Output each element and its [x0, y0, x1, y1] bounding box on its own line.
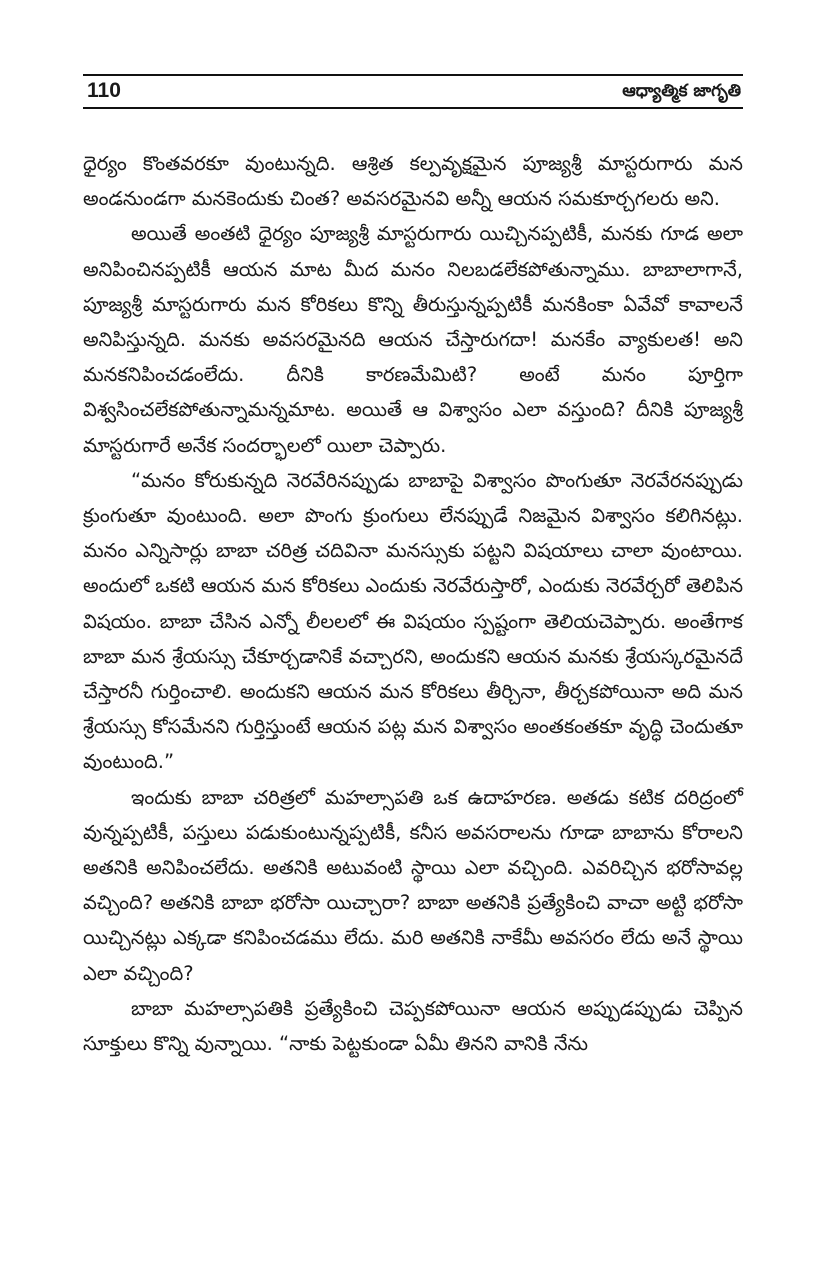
page-number: 110 [87, 79, 121, 102]
paragraph-3-quote: “మనం కోరుకున్నది నెరవేరినప్పుడు బాబాపై విశ్వాసం పొంగుతూ నెరవేరనప్పుడు క్రుంగుతూ వుంటుంది. అలా పొంగు క్రుంగులు లేనప్పుడే నిజమైన విశ్వాసం కలిగినట్లు. మనం ఎన్నిసార్లు బాబా చరిత్ర చదివినా మనస్సుకు పట్టని విషయాలు చాలా వుంటాయి. అందులో ఒకటి ఆయన మన కోరికలు ఎందుకు నెరవేరుస్తారో, ఎందుకు నెరవేర్చరో తెలిపిన విషయం. బాబా చేసిన ఎన్నో లీలలలో ఈ విషయం స్పష్టంగా తెలియచెప్పారు. అంతేగాక బాబా మన శ్రేయస్సు చేకూర్చడానికే వచ్చారని, అందుకని ఆయన మనకు శ్రేయస్కరమైనదే చేస్తారనీ గుర్తించాలి. అందుకని ఆయన మన కోరికలు తీర్చినా, తీర్చకపోయినా అది మన శ్రేయస్సు కోసమేనని గుర్తిస్తుంటే ఆయన పట్ల మన విశ్వాసం అంతకంతకూ వృద్ధి చెందుతూ వుంటుంది.” [83, 468, 744, 774]
paragraph-5: బాబా మహల్సాపతికి ప్రత్యేకించి చెప్పకపోయినా ఆయన అప్పుడప్పుడు చెప్పిన సూక్తులు కొన్ని వున్నాయి. “నాకు పెట్టకుండా ఏమీ తినని వానికి నేను [83, 996, 743, 1056]
header-bottom-rule [83, 107, 743, 109]
body-text [83, 146, 743, 1061]
running-title: ఆధ్యాత్మిక జాగృతి [622, 81, 741, 101]
paragraph-2: అయితే అంతటి ధైర్యం పూజ్యశ్రీ మాస్టరుగారు యిచ్చినప్పటికీ, మనకు గూడ అలా అనిపించినప్పటికీ ఆయన మాట మీద మనం నిలబడలేకపోతున్నాము. బాబాలాగానే, పూజ్యశ్రీ మాస్టరుగారు మన కోరికలు కొన్ని తీరుస్తున్నప్పటికీ మనకింకా ఏవేవో కావాలనే అనిపిస్తున్నది. మనకు అవసరమైనది ఆయన చేస్తారుగదా! మనకేం వ్యాకులత! అని మనకనిపించడంలేదు. దీనికి కారణమేమిటి? అంటే మనం పూర్తిగా విశ్వసించలేకపోతున్నామన్నమాట. అయితే ఆ విశ్వాసం ఎలా వస్తుంది? దీనికి పూజ్యశ్రీ మాస్టరుగారే అనేక సందర్భాలలో యిలా చెప్పారు. [83, 222, 743, 457]
header-top-rule [83, 74, 743, 76]
page-header [83, 74, 743, 108]
paragraph-1: ధైర్యం కొంతవరకూ వుంటున్నది. ఆశ్రిత కల్పవృక్షమైన పూజ్యశ్రీ మాస్టరుగారు మన అండనుండగా మనకెందుకు చింత? అవసరమైనవి అన్నీ ఆయన సమకూర్చగలరు అని. [83, 152, 743, 211]
paragraph-4: ఇందుకు బాబా చరిత్రలో మహల్సాపతి ఒక ఉదాహరణ. అతడు కటిక దరిద్రంలో వున్నప్పటికీ, పస్తులు పడుకుంటున్నప్పటికీ, కనీస అవసరాలను గూడా బాబాను కోరాలని అతనికి అనిపించలేదు. అతనికి అటువంటి స్థాయి ఎలా వచ్చింది. ఎవరిచ్చిన భరోసావల్ల వచ్చింది? అతనికి బాబా భరోసా యిచ్చారా? బాబా అతనికి ప్రత్యేకించి వాచా అట్టి భరోసా యిచ్చినట్లు ఎక్కడా కనిపించడము లేదు. మరి అతనికి నాకేమీ అవసరం లేదు అనే స్థాయి ఎలా వచ్చింది? [83, 785, 743, 985]
